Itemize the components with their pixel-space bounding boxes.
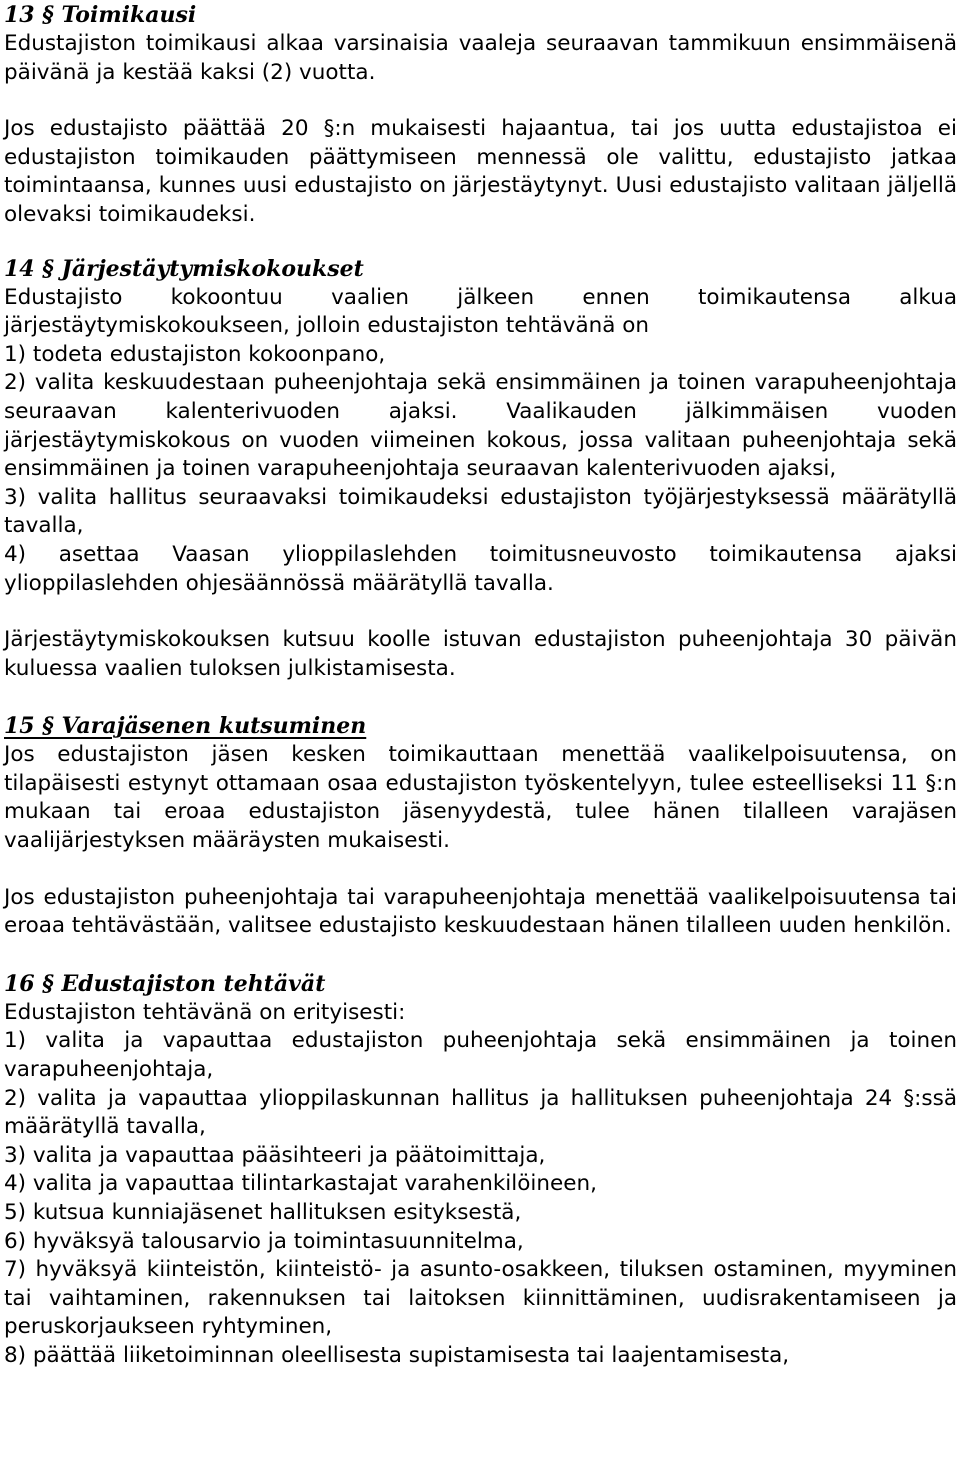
section-16-heading: 16 § Edustajiston tehtävät [4,970,326,997]
section-14-intro: Edustajisto kokoontuu vaalien jälkeen ennen toimikautensa alkua järjestäytymiskokoukseen, jolloin edustajiston tehtävänä on [4,284,957,339]
section-15-paragraph-2: Jos edustajiston puheenjohtaja tai varapuheenjohtaja menettää vaalikelpoisuutensa tai eroaa tehtävästään, valitsee edustajisto keskuudestaan hänen tilalleen uuden henkilön. [4,884,957,939]
section-16-item: 8) päättää liiketoiminnan oleellisesta supistamisesta tai laajentamisesta, [4,1342,790,1368]
section-16-intro: Edustajiston tehtävänä on erityisesti: [4,999,406,1025]
section-16-item: 4) valita ja vapauttaa tilintarkastajat varahenkilöineen, [4,1171,597,1197]
section-16-item: 2) valita ja vapauttaa ylioppilaskunnan hallitus ja hallituksen puheenjohtaja 24 §:ssä määrätyllä tavalla, [4,1085,957,1140]
section-16-item: 1) valita ja vapauttaa edustajiston puheenjohtaja sekä ensimmäinen ja toinen varapuheenjohtaja, [4,1028,957,1083]
section-14-heading: 14 § Järjestäytymiskokoukset [4,255,364,282]
section-16-item: 3) valita ja vapauttaa pääsihteeri ja päätoimittaja, [4,1142,546,1168]
section-14-item-2: 2) valita keskuudestaan puheenjohtaja sekä ensimmäinen ja toinen varapuheenjohtaja seuraavan kalenterivuoden ajaksi. Vaalikauden jälkimmäisen vuoden järjestäytymiskokous on vuoden viimeinen kokous, jossa valitaan puheenjohtaja sekä ensimmäinen ja toinen varapuheenjohtaja seuraavan kalenterivuoden ajaksi, [4,370,957,482]
section-13-paragraph-1: Edustajiston toimikausi alkaa varsinaisia vaaleja seuraavan tammikuun ensimmäisenä päivänä ja kestää kaksi (2) vuotta. [4,31,957,85]
section-14-item-3: 3) valita hallitus seuraavaksi toimikaudeksi edustajiston työjärjestyksessä määrätyllä tavalla, [4,484,957,539]
section-16-item: 5) kutsua kunniajäsenet hallituksen esityksestä, [4,1200,522,1225]
section-14-paragraph-2: Järjestäytymiskokouksen kutsuu koolle istuvan edustajiston puheenjohtaja 30 päivän kuluessa vaalien tuloksen julkistamisesta. [4,627,957,681]
section-13-paragraph-2: Jos edustajisto päättää 20 §:n mukaisesti hajaantua, tai jos uutta edustajistoa ei edustajiston toimikauden päättymiseen mennessä ole valittu, edustajisto jatkaa toimintaansa, kunnes uusi edustajisto on järjestäytynyt. Uusi edustajisto valitaan jäljellä olevaksi toimikaudeksi. [4,116,957,227]
section-13-heading: 13 § Toimikausi [4,2,197,28]
section-14-item-4: 4) asettaa Vaasan ylioppilaslehden toimitusneuvosto toimikautensa ajaksi ylioppilaslehden ohjesäännössä määrätyllä tavalla. [4,541,957,596]
section-14-item-1: 1) todeta edustajiston kokoonpano, [4,341,386,367]
section-15-paragraph-1: Jos edustajiston jäsen kesken toimikauttaan menettää vaalikelpoisuutensa, on tilapäisesti estynyt ottamaan osaa edustajiston työskentelyyn, tulee esteelliseksi 11 §:n mukaan tai eroaa edustajiston jäsenyydestä, tulee hänen tilalleen varajäsen vaalijärjestyksen määräysten mukaisesti. [4,742,957,854]
section-15-heading: 15 § Varajäsenen kutsuminen [4,713,367,740]
section-16-item: 6) hyväksyä talousarvio ja toimintasuunnitelma, [4,1228,524,1254]
section-16-item: 7) hyväksyä kiinteistön, kiinteistö- ja asunto-osakkeen, tiluksen ostaminen, myyminen tai vaihtaminen, rakennuksen tai laitoksen kiinnittäminen, uudisrakentamiseen ja peruskorjaukseen ryhtyminen, [4,1257,957,1340]
